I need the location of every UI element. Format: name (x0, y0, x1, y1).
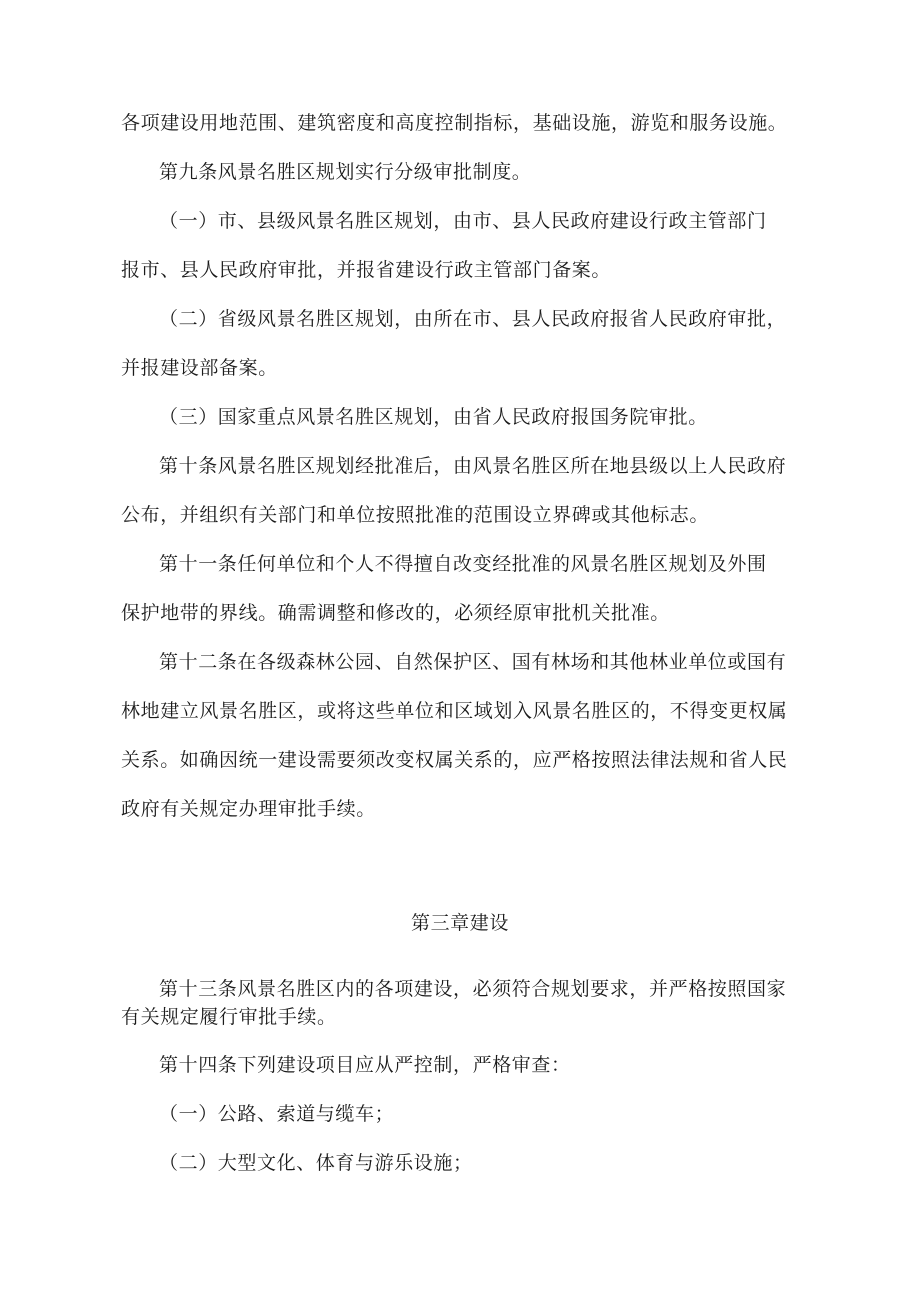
article-12-continuation-3: 政府有关规定办理审批手续。 (121, 798, 376, 820)
article-14-item-2-line: （二）大型文化、体育与游乐设施； (159, 1152, 473, 1174)
article-9-item-2-continuation: 并报建设部备案。 (121, 357, 278, 379)
article-13-line: 第十三条风景名胜区内的各项建设，必须符合规划要求，并严格按照国家 (159, 978, 787, 1000)
article-9-item-2-line: （二）省级风景名胜区规划，由所在市、县人民政府报省人民政府审批， (159, 308, 787, 330)
article-12-line: 第十二条在各级森林公园、自然保护区、国有林场和其他林业单位或国有 (159, 651, 787, 673)
article-12-continuation-1: 林地建立风景名胜区，或将这些单位和区域划入风景名胜区的，不得变更权属 (121, 700, 788, 722)
chapter-heading: 第三章建设 (410, 912, 509, 934)
article-11-line: 第十一条任何单位和个人不得擅自改变经批准的风景名胜区规划及外围 (159, 553, 767, 575)
article-11-continuation: 保护地带的界线。确需调整和修改的，必须经原审批机关批准。 (121, 602, 670, 624)
article-10-line: 第十条风景名胜区规划经批准后，由风景名胜区所在地县级以上人民政府 (159, 455, 787, 477)
article-14-item-1-line: （一）公路、索道与缆车； (159, 1103, 395, 1125)
article-12-continuation-2: 关系。如确因统一建设需要须改变权属关系的，应严格按照法律法规和省人民 (121, 749, 788, 771)
article-10-continuation: 公布，并组织有关部门和单位按照批准的范围设立界碑或其他标志。 (121, 504, 710, 526)
article-9-item-3-line: （三）国家重点风景名胜区规划，由省人民政府报国务院审批。 (159, 406, 708, 428)
article-9-item-1-continuation: 报市、县人民政府审批，并报省建设行政主管部门备案。 (121, 259, 612, 281)
article-9-item-1-line: （一）市、县级风景名胜区规划，由市、县人民政府建设行政主管部门 (159, 210, 767, 232)
article-9-line: 第九条风景名胜区规划实行分级审批制度。 (159, 161, 532, 183)
article-14-line: 第十四条下列建设项目应从严控制，严格审查： (159, 1054, 571, 1076)
article-13-continuation: 有关规定履行审批手续。 (121, 1006, 337, 1028)
paragraph-line: 各项建设用地范围、建筑密度和高度控制指标，基础设施，游览和服务设施。 (121, 112, 788, 134)
